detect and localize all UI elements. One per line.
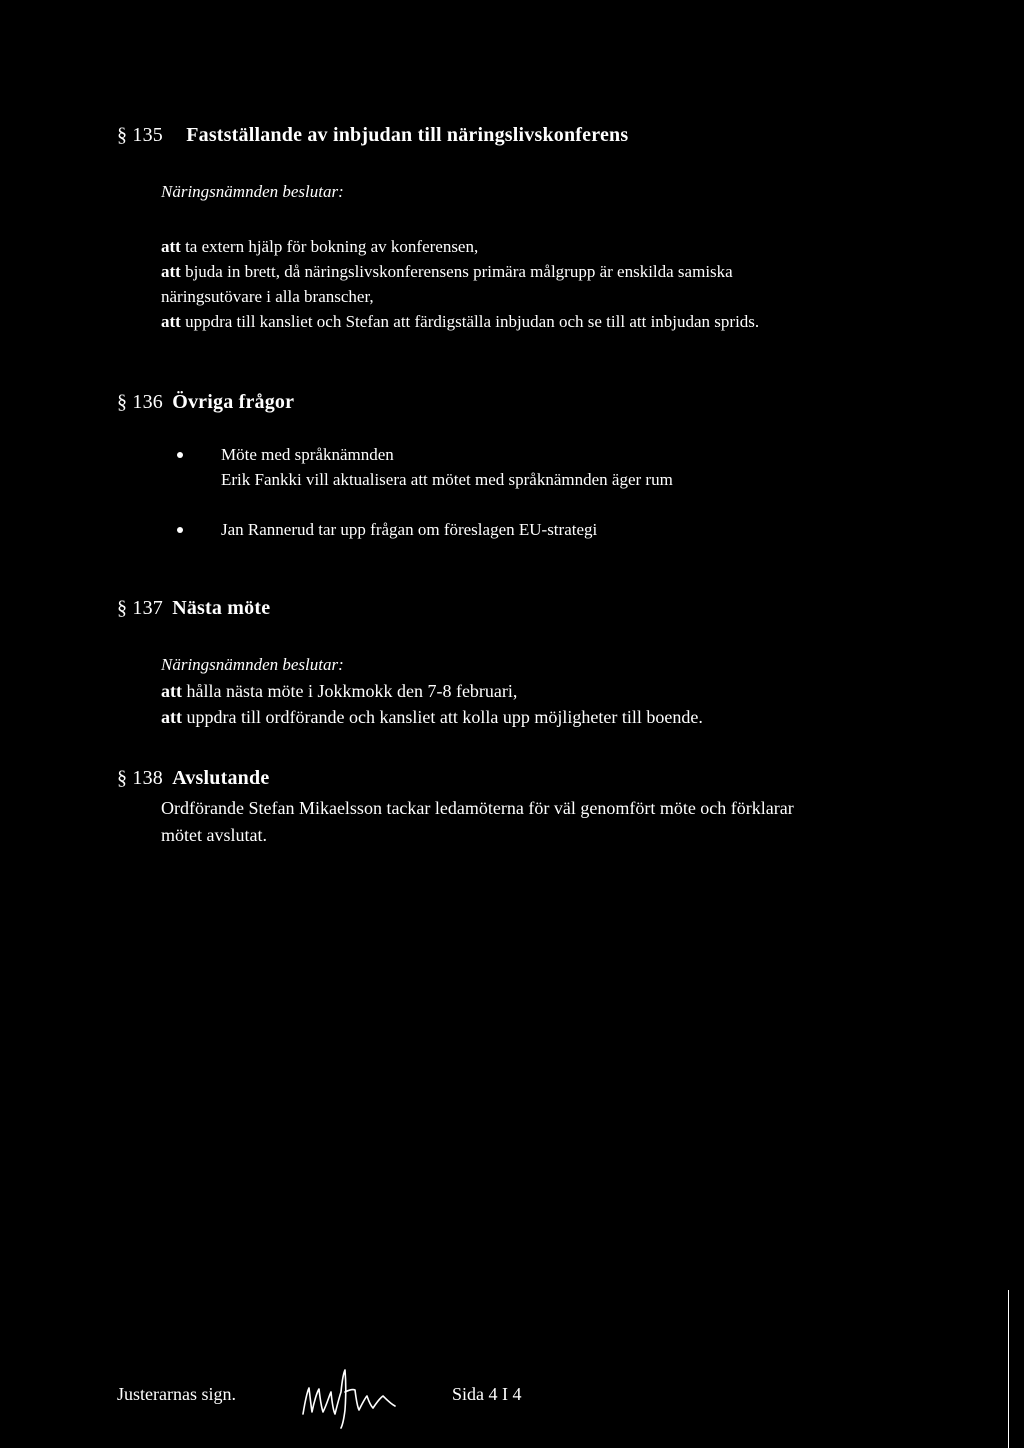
section-title: Övriga frågor xyxy=(172,391,295,413)
signature-label: Justerarnas sign. xyxy=(117,1384,236,1404)
bullet-item xyxy=(221,442,673,492)
decider-label: Näringsnämnden beslutar: xyxy=(161,182,344,201)
closing-paragraph xyxy=(161,795,794,849)
decision-line: att bjuda in brett, då näringslivskonferensens primära målgrupp är enskilda samiska xyxy=(161,262,733,281)
bullet-icon xyxy=(177,527,183,533)
section-number: § 136 xyxy=(117,391,163,413)
bullet-title: Jan Rannerud tar upp frågan om föreslagen EU-strategi xyxy=(221,520,598,539)
section-136-heading xyxy=(117,391,294,414)
paragraph-line: mötet avslutat. xyxy=(161,825,267,845)
bullet-text: Erik Fankki vill aktualisera att mötet med språknämnden äger rum xyxy=(221,470,673,489)
bullet-icon xyxy=(177,452,183,458)
section-138-heading xyxy=(117,767,269,790)
handwritten-signature xyxy=(297,1362,407,1432)
section-number: § 138 xyxy=(117,767,163,789)
decision-line: att uppdra till kansliet och Stefan att färdigställa inbjudan och se till att inbjudan sprids. xyxy=(161,312,760,331)
decision-line: att uppdra till ordförande och kansliet att kolla upp möjligheter till boende. xyxy=(161,707,703,727)
scan-edge-line xyxy=(1008,1290,1009,1448)
section-135-heading xyxy=(117,124,628,147)
decider-label: Näringsnämnden beslutar: xyxy=(161,655,344,674)
section-title: Fastställande av inbjudan till näringslivskonferens xyxy=(186,124,629,146)
decision-line: att hålla nästa möte i Jokkmokk den 7-8 februari, xyxy=(161,681,518,701)
decision-list xyxy=(161,678,703,730)
section-number: § 137 xyxy=(117,597,163,619)
section-title: Nästa möte xyxy=(172,597,271,619)
section-title: Avslutande xyxy=(172,767,270,789)
page-number: Sida 4 I 4 xyxy=(452,1384,522,1404)
paragraph-line: Ordförande Stefan Mikaelsson tackar ledamöterna för väl genomfört möte och förklarar xyxy=(161,798,794,818)
decision-line: näringsutövare i alla branscher, xyxy=(161,287,374,306)
bullet-item xyxy=(221,517,597,542)
bullet-title: Möte med språknämnden xyxy=(221,445,394,464)
decision-line: att ta extern hjälp för bokning av konferensen, xyxy=(161,237,479,256)
section-137-heading xyxy=(117,597,270,620)
section-number: § 135 xyxy=(117,124,163,146)
decision-list xyxy=(161,234,759,334)
